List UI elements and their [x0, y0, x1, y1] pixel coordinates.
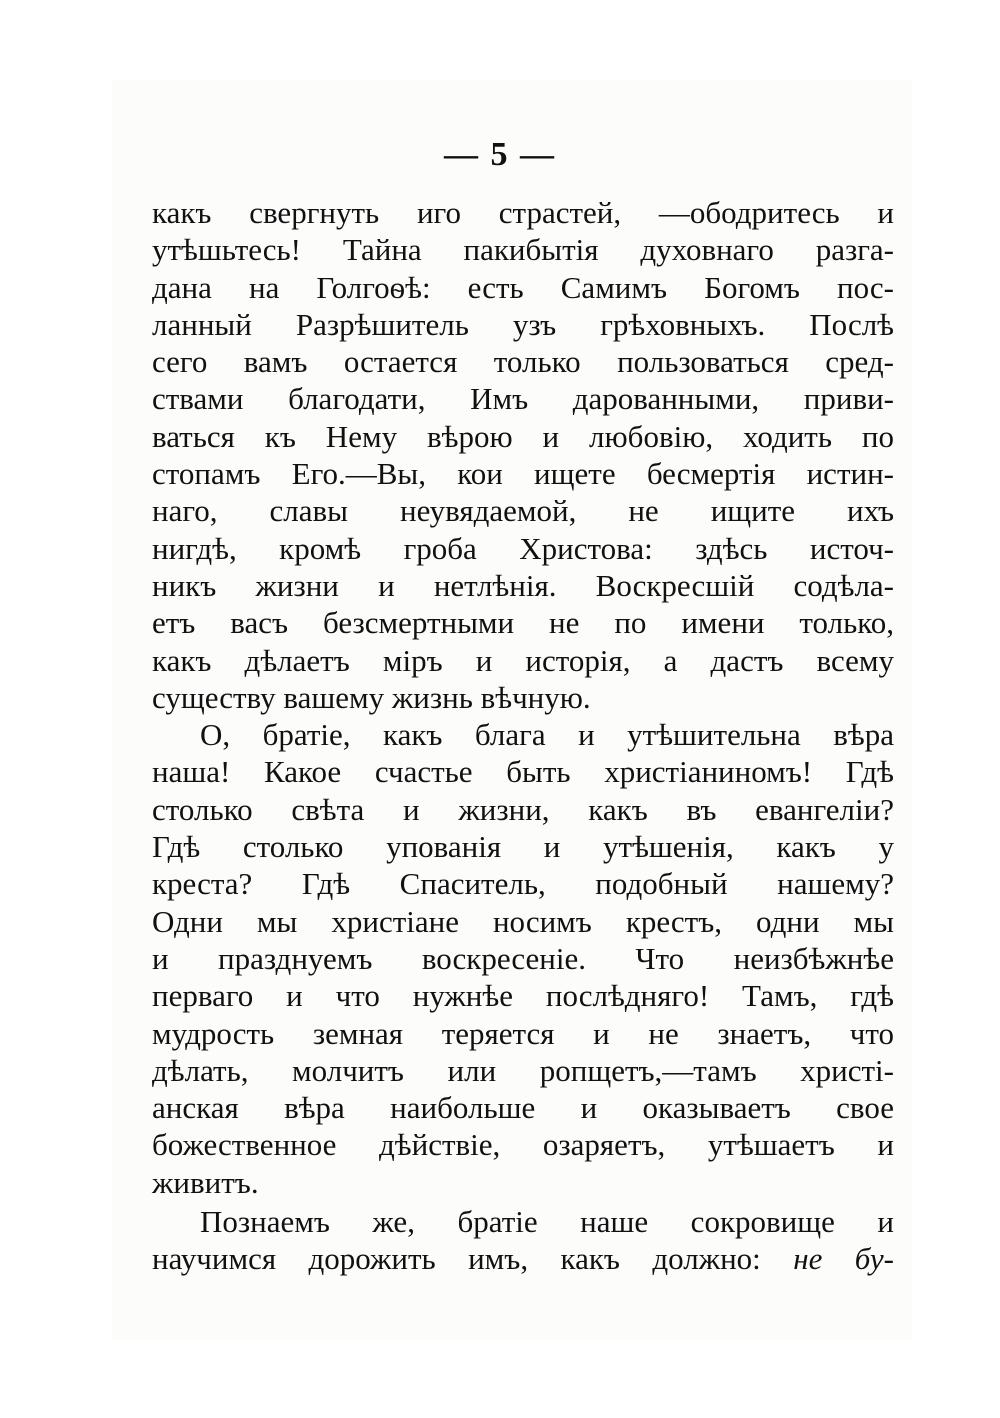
text-line: наша! Какое счастье быть христіаниномъ! Гдѣ: [152, 754, 894, 790]
text-line: О, братіе, какъ блага и утѣшительна вѣра: [200, 717, 894, 753]
text-line: [152, 1240, 894, 1277]
text-line: ваться къ Нему вѣрою и любовію, ходить по: [152, 418, 894, 454]
text-line: какъ дѣлаетъ міръ и исторія, а дастъ всему: [152, 642, 894, 678]
text-line: никъ жизни и нетлѣнія. Воскресшій содѣла-: [152, 567, 894, 603]
text-line: сего вамъ остается только пользоваться сред-: [152, 344, 894, 380]
text-line: мудрость земная теряется и не знаетъ, что: [152, 1015, 894, 1051]
text-line: ствами благодати, Имъ дарованными, приви-: [152, 381, 894, 417]
text-line: ланный Разрѣшитель узъ грѣховныхъ. Послѣ: [152, 306, 894, 342]
italic-text: не бу-: [793, 1241, 894, 1277]
text-line: утѣшьтесь! Тайна пакибытія духовнаго разга-: [152, 232, 894, 268]
text-line: етъ васъ безсмертными не по имени только,: [152, 605, 894, 641]
text-line: стопамъ Его.—Вы, кои ищете бесмертія истин-: [152, 456, 894, 492]
paragraph-2: [152, 716, 894, 1201]
text-line: креста? Гдѣ Спаситель, подобный нашему?: [152, 866, 894, 902]
page-number: — 5 —: [444, 136, 556, 173]
text-line: какъ свергнуть иго страстей, —ободритесь и: [152, 195, 894, 230]
text-line: анская вѣра наибольше и оказываетъ свое: [152, 1090, 894, 1126]
text-line: Познаемъ же, братіе наше сокровище и: [200, 1204, 894, 1240]
text-run: научимся дорожить имъ, какъ должно:: [152, 1241, 794, 1277]
text-line: дана на Голгоѳѣ: есть Самимъ Богомъ пос-: [152, 269, 894, 305]
text-line: наго, славы неувядаемой, не ищите ихъ: [152, 493, 894, 529]
text-line: живитъ.: [152, 1164, 259, 1200]
text-line: существу вашему жизнь вѣчную.: [152, 679, 591, 715]
text-line: Гдѣ столько упованія и утѣшенія, какъ у: [152, 829, 894, 865]
text-line: столько свѣта и жизни, какъ въ евангеліи?: [152, 791, 894, 827]
text-line: дѣлать, молчитъ или ропщетъ,—тамъ христі-: [152, 1052, 894, 1088]
text-line: перваго и что нужнѣе послѣдняго! Тамъ, гдѣ: [152, 978, 894, 1014]
page-body: [152, 194, 894, 1278]
text-line: и празднуемъ воскресеніе. Что неизбѣжнѣе: [152, 940, 894, 976]
paragraph-3: [152, 1203, 894, 1278]
text-line: Одни мы христіане носимъ крестъ, одни мы: [152, 903, 894, 939]
text-line: божественное дѣйствіе, озаряетъ, утѣшаетъ и: [152, 1127, 894, 1163]
paragraph-1: [152, 194, 894, 716]
text-line: нигдѣ, кромѣ гроба Христова: здѣсь источ-: [152, 530, 894, 566]
